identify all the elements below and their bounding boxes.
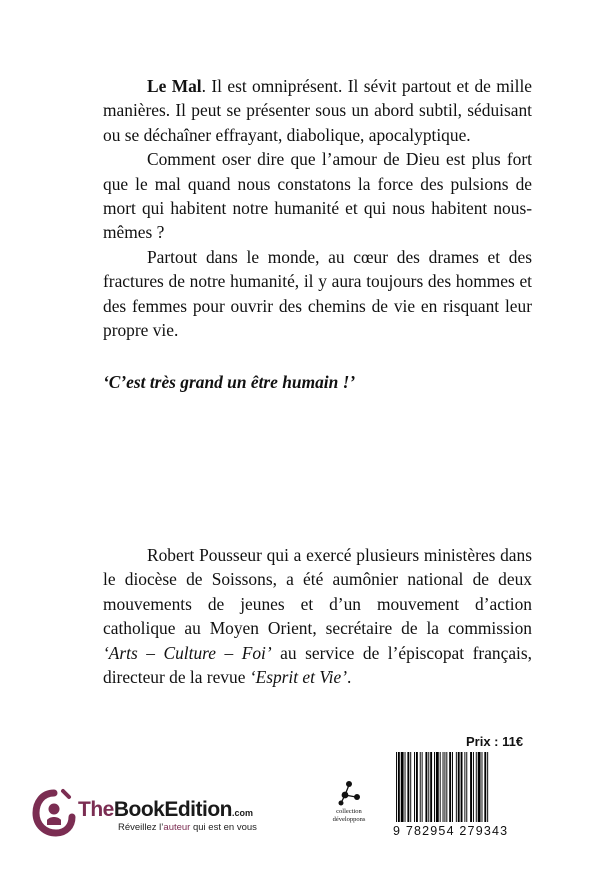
intro-paragraph-3: Partout dans le monde, au cœur des drames et des fractures de notre humanité, il y aura toujours des hommes et des femmes pour ouvrir des chemins de vie en risquant leur propre vie. — [103, 246, 532, 341]
thebookedition-logo-icon — [32, 787, 76, 842]
collection-line-2: développons — [332, 815, 366, 823]
intro-paragraph-2: Comment oser dire que l’amour de Dieu est plus fort que le mal quand nous constatons la force des pulsions de mort qui habitent notre humanité et qui nous habitent nous-mêmes ? — [103, 149, 532, 243]
publisher-name-the: The — [78, 798, 114, 821]
author-bio-text-1: Robert Pousseur qui a exercé plusieurs ministères dans le diocèse de Soissons, a été aumônier national de deux mouvements de jeunes et d’un mouvement d’action catholique au Moyen Orient, secrétaire de la commission — [103, 545, 532, 639]
barcode-number: 9 782954 279343 — [393, 824, 509, 838]
commission-name: ‘Arts – Culture – Foi’ — [103, 642, 272, 663]
publisher-logo — [22, 783, 312, 843]
tagline-post: qui est en vous — [190, 822, 257, 833]
barcode-icon — [393, 752, 533, 822]
quote: ‘C’est très grand un être humain !’ — [103, 372, 356, 392]
intro-paragraph-1-text: . Il est omniprésent. Il sévit partout et de mille manières. Il peut se présenter sous un abord subtil, séduisant ou se déchaîner effrayant, diabolique, apocalyptique. — [103, 76, 533, 145]
tagline-accent: auteur — [163, 822, 191, 833]
tagline-pre: Réveillez l’ — [118, 822, 164, 833]
intro-paragraph-1 — [103, 74, 532, 147]
author-bio-paragraph — [103, 543, 532, 689]
price-label: Prix : 11€ — [466, 734, 524, 749]
author-bio-text-2: au service de l’épiscopat français, directeur de la revue — [103, 642, 532, 688]
publisher-name — [78, 798, 253, 822]
molecule-icon — [334, 778, 364, 808]
revue-name: ‘Esprit et Vie’ — [249, 667, 348, 688]
le-mal-heading: Le Mal — [147, 76, 202, 96]
intro-text — [103, 74, 532, 342]
publisher-name-book: BookEdition — [113, 798, 232, 821]
publisher-tagline — [118, 822, 257, 833]
collection-logo — [324, 778, 374, 823]
author-bio — [103, 543, 532, 689]
publisher-name-com: .com — [232, 808, 254, 818]
author-bio-text-3: . — [347, 667, 352, 688]
collection-line-1: collection — [336, 808, 362, 815]
